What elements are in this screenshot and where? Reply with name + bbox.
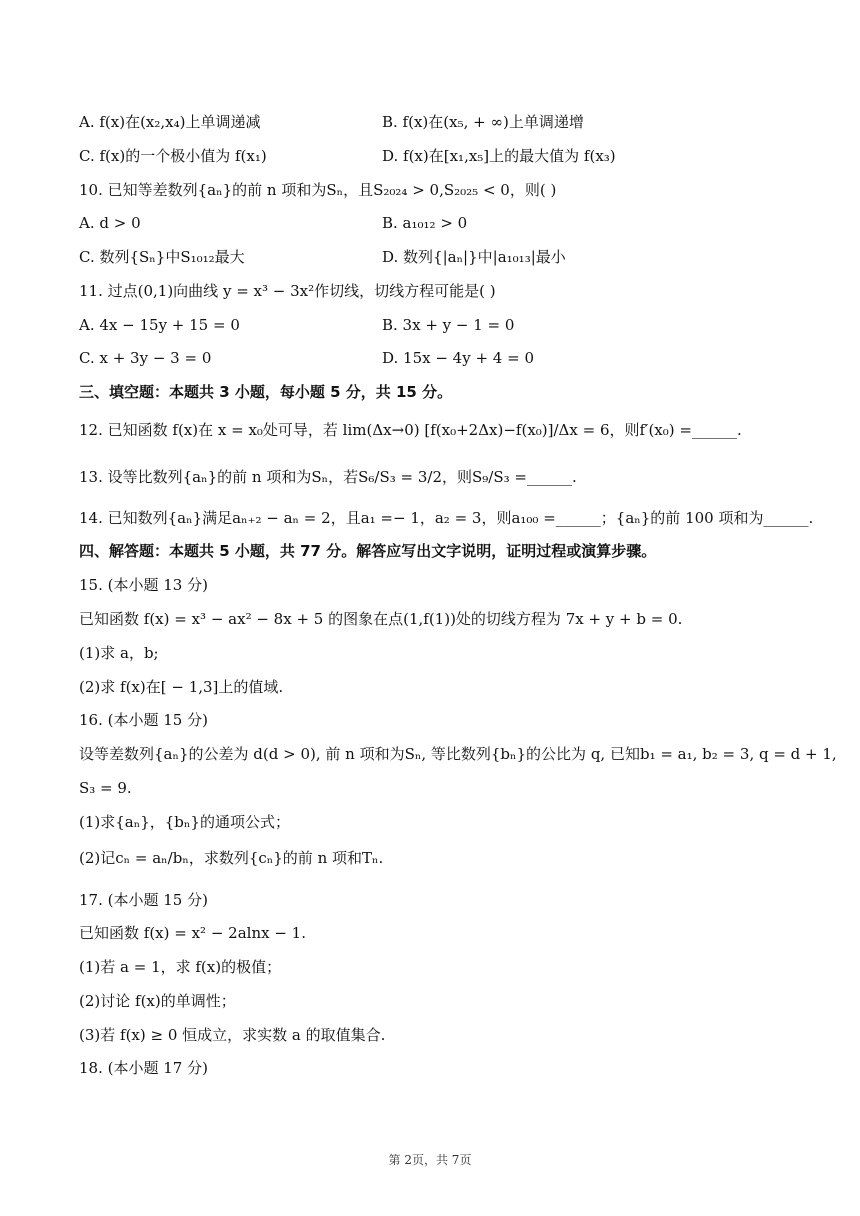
text-line: 已知函数 f(x) = x³ − ax² − 8x + 5 的图象在点(1,f(1))处的切线方程为 7x + y + b = 0. xyxy=(79,610,683,628)
text-line: 已知函数 f(x) = x² − 2alnx − 1. xyxy=(79,924,306,942)
text-line: (2)讨论 f(x)的单调性； xyxy=(79,992,236,1010)
text-line: (1)若 a = 1，求 f(x)的极值； xyxy=(79,958,282,976)
text-line: 16. (本小题 15 分) xyxy=(79,711,208,729)
text-line: D. f(x)在[x₁,x₅]上的最大值为 f(x₃) xyxy=(382,147,616,165)
text-line: 11. 过点(0,1)向曲线 y = x³ − 3x²作切线，切线方程可能是( ) xyxy=(79,282,496,300)
text-line: A. 4x − 15y + 15 = 0 xyxy=(79,316,240,334)
text-line: D. 数列{|aₙ|}中|a₁₀₁₃|最小 xyxy=(382,248,566,266)
text-line: C. 数列{Sₙ}中S₁₀₁₂最大 xyxy=(79,248,245,266)
text-line: (1)求{aₙ}，{bₙ}的通项公式； xyxy=(79,813,290,831)
text-line: B. a₁₀₁₂ > 0 xyxy=(382,214,468,232)
text-line: A. d > 0 xyxy=(79,214,141,232)
text-line: C. f(x)的一个极小值为 f(x₁) xyxy=(79,147,267,165)
text-line: (1)求 a，b; xyxy=(79,644,159,662)
text-line: A. f(x)在(x₂,x₄)上单调递减 xyxy=(79,113,261,131)
text-line: C. x + 3y − 3 = 0 xyxy=(79,349,212,367)
text-line: B. 3x + y − 1 = 0 xyxy=(382,316,515,334)
text-line: (2)记cₙ = aₙ/bₙ，求数列{cₙ}的前 n 项和Tₙ. xyxy=(79,849,384,867)
text-line: (2)求 f(x)在[ − 1,3]上的值域. xyxy=(79,678,284,696)
text-line: 10. 已知等差数列{aₙ}的前 n 项和为Sₙ，且S₂₀₂₄ > 0,S₂₀₂₅ < 0，则( ) xyxy=(79,181,557,199)
section-heading: 四、解答题：本题共 5 小题，共 77 分。解答应写出文字说明，证明过程或演算步骤。 xyxy=(79,542,657,560)
text-line: 13. 设等比数列{aₙ}的前 n 项和为Sₙ，若S₆/S₃ = 3/2，则S₉/S₃ =______. xyxy=(79,468,577,486)
text-line: 17. (本小题 15 分) xyxy=(79,891,208,909)
text-line: 设等差数列{aₙ}的公差为 d(d > 0), 前 n 项和为Sₙ, 等比数列{bₙ}的公比为 q, 已知b₁ = a₁, b₂ = 3, q = d + 1, xyxy=(79,745,837,763)
page-footer: 第 2页，共 7页 xyxy=(388,1153,472,1167)
text-line: S₃ = 9. xyxy=(79,779,132,797)
text-line: 18. (本小题 17 分) xyxy=(79,1059,208,1077)
text-line: B. f(x)在(x₅, + ∞)上单调递增 xyxy=(382,113,584,131)
text-line: (3)若 f(x) ≥ 0 恒成立，求实数 a 的取值集合. xyxy=(79,1026,386,1044)
text-line: 12. 已知函数 f(x)在 x = x₀处可导，若 lim(Δx→0) [f(x₀+2Δx)−f(x₀)]/Δx = 6，则f′(x₀) =______. xyxy=(79,421,742,439)
text-line: 14. 已知数列{aₙ}满足aₙ₊₂ − aₙ = 2，且a₁ =− 1，a₂ = 3，则a₁₀₀ =______；{aₙ}的前 100 项和为______. xyxy=(79,509,814,527)
section-heading: 三、填空题：本题共 3 小题，每小题 5 分，共 15 分。 xyxy=(79,383,453,401)
text-line: D. 15x − 4y + 4 = 0 xyxy=(382,349,534,367)
text-line: 15. (本小题 13 分) xyxy=(79,576,208,594)
